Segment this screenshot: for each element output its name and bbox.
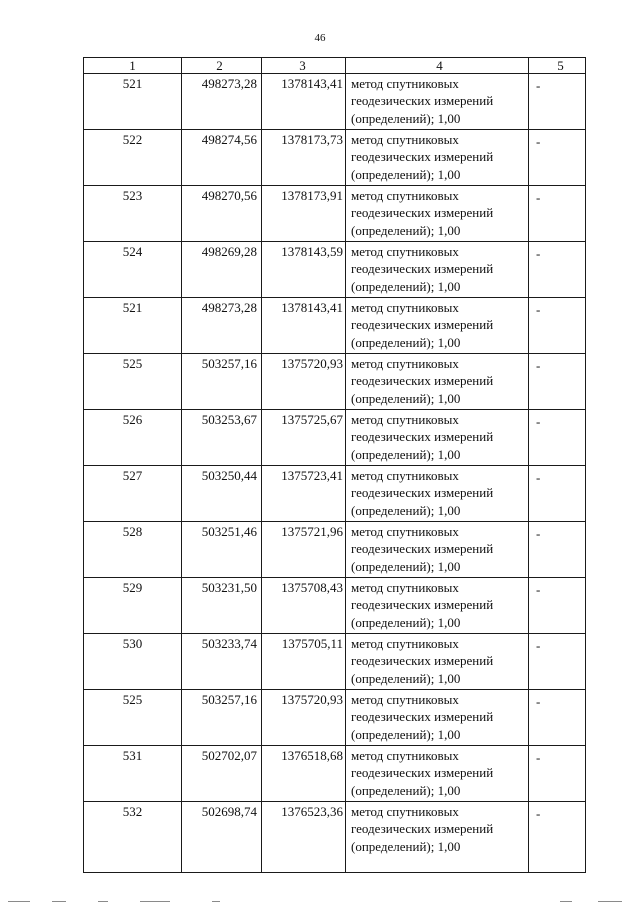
table-body <box>84 74 586 873</box>
cell-point-number: 528 <box>84 522 182 578</box>
cell-method: метод спутниковых геодезических измерений (определений); 1,00 <box>346 522 529 578</box>
cell-note: - <box>529 74 586 130</box>
cell-note: - <box>529 410 586 466</box>
table-row <box>84 522 586 578</box>
cell-method: метод спутниковых геодезических измерений (определений); 1,00 <box>346 578 529 634</box>
cell-note: - <box>529 186 586 242</box>
table-row <box>84 690 586 746</box>
cell-point-number: 525 <box>84 690 182 746</box>
cell-method: метод спутниковых геодезических измерений (определений); 1,00 <box>346 186 529 242</box>
table-row <box>84 466 586 522</box>
cell-method: метод спутниковых геодезических измерений (определений); 1,00 <box>346 746 529 802</box>
cell-x-coordinate: 498269,28 <box>182 242 262 298</box>
cell-x-coordinate: 503250,44 <box>182 466 262 522</box>
cell-point-number: 532 <box>84 802 182 873</box>
table-row <box>84 802 586 873</box>
table-row <box>84 578 586 634</box>
cell-method: метод спутниковых геодезических измерений (определений); 1,00 <box>346 298 529 354</box>
cell-note: - <box>529 354 586 410</box>
cell-x-coordinate: 503231,50 <box>182 578 262 634</box>
cell-method: метод спутниковых геодезических измерений (определений); 1,00 <box>346 690 529 746</box>
cell-y-coordinate: 1375720,93 <box>262 690 346 746</box>
cell-y-coordinate: 1375708,43 <box>262 578 346 634</box>
cell-y-coordinate: 1378143,41 <box>262 298 346 354</box>
cell-x-coordinate: 503253,67 <box>182 410 262 466</box>
cell-y-coordinate: 1375725,67 <box>262 410 346 466</box>
column-header-2: 2 <box>182 58 262 74</box>
column-header-1: 1 <box>84 58 182 74</box>
cell-x-coordinate: 503257,16 <box>182 354 262 410</box>
cell-x-coordinate: 498274,56 <box>182 130 262 186</box>
cell-y-coordinate: 1378143,41 <box>262 74 346 130</box>
column-header-3: 3 <box>262 58 346 74</box>
cell-point-number: 526 <box>84 410 182 466</box>
table-row <box>84 74 586 130</box>
table-row <box>84 410 586 466</box>
cell-point-number: 521 <box>84 298 182 354</box>
cell-note: - <box>529 298 586 354</box>
cell-y-coordinate: 1375705,11 <box>262 634 346 690</box>
cell-y-coordinate: 1378173,73 <box>262 130 346 186</box>
cell-y-coordinate: 1375720,93 <box>262 354 346 410</box>
cell-point-number: 525 <box>84 354 182 410</box>
cell-point-number: 531 <box>84 746 182 802</box>
cell-point-number: 527 <box>84 466 182 522</box>
table-header-row <box>84 58 586 74</box>
cell-method: метод спутниковых геодезических измерений (определений); 1,00 <box>346 802 529 873</box>
cell-note: - <box>529 522 586 578</box>
cell-point-number: 524 <box>84 242 182 298</box>
table-row <box>84 634 586 690</box>
cell-x-coordinate: 503257,16 <box>182 690 262 746</box>
cell-point-number: 521 <box>84 74 182 130</box>
cell-x-coordinate: 503233,74 <box>182 634 262 690</box>
cell-note: - <box>529 634 586 690</box>
cell-y-coordinate: 1376523,36 <box>262 802 346 873</box>
cell-method: метод спутниковых геодезических измерений (определений); 1,00 <box>346 410 529 466</box>
cell-y-coordinate: 1375721,96 <box>262 522 346 578</box>
cell-note: - <box>529 578 586 634</box>
cell-method: метод спутниковых геодезических измерений (определений); 1,00 <box>346 242 529 298</box>
cell-x-coordinate: 503251,46 <box>182 522 262 578</box>
table-row <box>84 298 586 354</box>
cell-note: - <box>529 802 586 873</box>
cell-note: - <box>529 466 586 522</box>
table-row <box>84 186 586 242</box>
table-row <box>84 242 586 298</box>
cell-y-coordinate: 1376518,68 <box>262 746 346 802</box>
cell-x-coordinate: 498270,56 <box>182 186 262 242</box>
table-row <box>84 746 586 802</box>
column-header-4: 4 <box>346 58 529 74</box>
page-number: 46 <box>314 32 326 44</box>
cell-x-coordinate: 502698,74 <box>182 802 262 873</box>
table-row <box>84 354 586 410</box>
cell-note: - <box>529 242 586 298</box>
cell-method: метод спутниковых геодезических измерений (определений); 1,00 <box>346 466 529 522</box>
cell-x-coordinate: 502702,07 <box>182 746 262 802</box>
cell-point-number: 523 <box>84 186 182 242</box>
cell-y-coordinate: 1378173,91 <box>262 186 346 242</box>
cell-method: метод спутниковых геодезических измерений (определений); 1,00 <box>346 74 529 130</box>
cell-point-number: 529 <box>84 578 182 634</box>
cell-note: - <box>529 746 586 802</box>
cell-point-number: 530 <box>84 634 182 690</box>
column-header-5: 5 <box>529 58 586 74</box>
table-row <box>84 130 586 186</box>
cell-note: - <box>529 130 586 186</box>
cell-method: метод спутниковых геодезических измерений (определений); 1,00 <box>346 634 529 690</box>
cell-y-coordinate: 1375723,41 <box>262 466 346 522</box>
cell-note: - <box>529 690 586 746</box>
cell-x-coordinate: 498273,28 <box>182 74 262 130</box>
cell-y-coordinate: 1378143,59 <box>262 242 346 298</box>
cell-method: метод спутниковых геодезических измерений (определений); 1,00 <box>346 354 529 410</box>
cell-point-number: 522 <box>84 130 182 186</box>
cell-method: метод спутниковых геодезических измерений (определений); 1,00 <box>346 130 529 186</box>
coordinates-table <box>83 57 586 873</box>
scan-edge-marks <box>0 898 640 905</box>
cell-x-coordinate: 498273,28 <box>182 298 262 354</box>
